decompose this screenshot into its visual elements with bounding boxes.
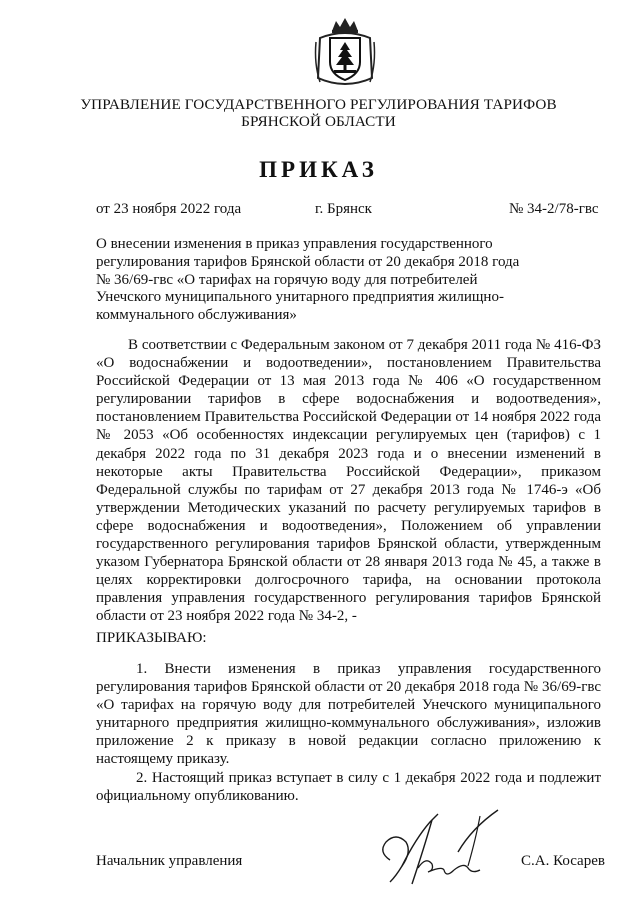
- subject-line: коммунального обслуживания»: [96, 307, 297, 324]
- handwritten-signature: [372, 808, 504, 894]
- signatory-name: С.А. Косарев: [521, 853, 605, 869]
- order-item-1: 1. Внести изменения в приказ управления государственного регулирования тарифов Брянской области от 20 декабря 2018 года № 36/69-гвс «О тарифах на горячую воду для потребителей Унечского муниципального унитарного предприятия жилищно-коммунального обслуживания», изложив приложение 2 к приказу в новой редакции согласно приложению к настоящему приказу.: [96, 661, 601, 768]
- preamble-section: [96, 336, 601, 626]
- document-number: № 34-2/78-гвс: [509, 201, 599, 217]
- organization-name-line1: УПРАВЛЕНИЕ ГОСУДАРСТВЕННОГО РЕГУЛИРОВАНИЯ ТАРИФОВ: [80, 96, 557, 113]
- subject-line: О внесении изменения в приказ управления государственного: [96, 236, 493, 252]
- document-title: ПРИКАЗ: [259, 157, 378, 182]
- order-item-2: 2. Настоящий приказ вступает в силу с 1 декабря 2022 года и подлежит официальному опубликованию.: [96, 769, 601, 804]
- subject-line: регулирования тарифов Брянской области от 20 декабря 2018 года: [96, 253, 520, 270]
- document-date: от 23 ноября 2022 года: [96, 201, 242, 217]
- order-keyword: ПРИКАЗЫВАЮ:: [96, 630, 207, 646]
- preamble-paragraph: В соответствии с Федеральным законом от 7 декабря 2011 года № 416-ФЗ «О водоснабжении и водоотведении», постановлением Правительства Российской Федерации от 13 мая 2013 года № 406 «О государственном регулировании тарифов в сфере водоснабжения и водоотведения», постановлением Правительства Российской Федерации от 14 ноября 2022 года № 2053 «Об особенностях индексации регулируемых цен (тарифов) с 1 декабря 2022 года по 31 декабря 2023 года и о внесении изменений в некоторые акты Правительства Российской Федерации», приказом Федеральной службы по тарифам от 27 декабря 2013 года № 1746-э «Об утверждении Методических указаний по расчету регулируемых тарифов в сфере водоснабжения и водоотведения», Положением об управлении государственного регулирования тарифов Брянской области, утвержденным указом Губернатора Брянской области от 28 января 2013 года № 45, а также в целях корректировки долгосрочного тарифа, на основании протокола правления управления государственного регулирования тарифов Брянской области от 23 ноября 2022 года № 34-2, -: [96, 337, 601, 625]
- signatory-position: Начальник управления: [96, 853, 243, 869]
- order-items: [96, 660, 601, 805]
- document-city: г. Брянск: [315, 201, 372, 217]
- coat-of-arms-icon: [312, 16, 378, 90]
- document-subject: [96, 236, 536, 325]
- subject-line: Унечского муниципального унитарного предприятия жилищно-: [96, 289, 504, 306]
- subject-line: № 36/69-гвс «О тарифах на горячую воду для потребителей: [96, 271, 478, 288]
- organization-name-line2: БРЯНСКОЙ ОБЛАСТИ: [241, 113, 396, 130]
